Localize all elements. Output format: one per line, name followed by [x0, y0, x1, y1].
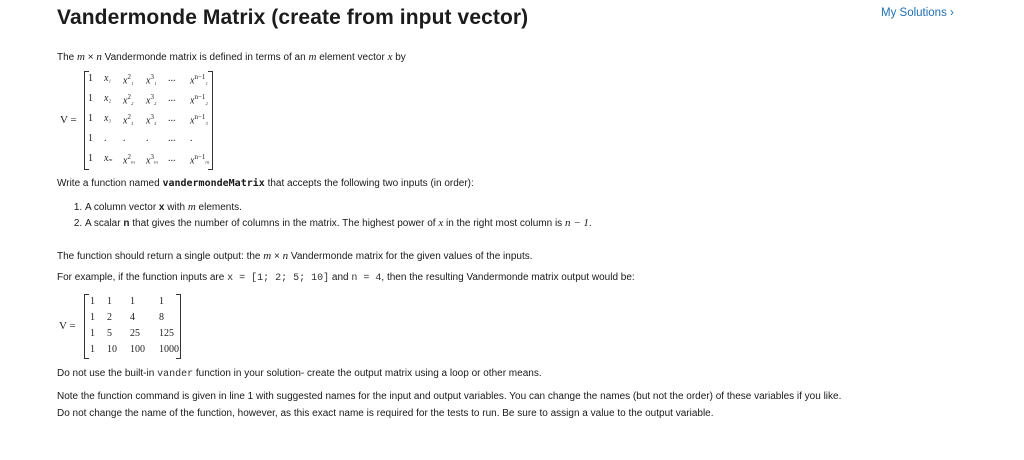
matrix-entry: 1	[88, 93, 93, 104]
rule-text-1: Do not use the built-in	[57, 368, 158, 379]
math-m: m	[308, 51, 317, 63]
rule-builtin	[57, 368, 542, 380]
function-name: vandermondeMatrix	[162, 178, 265, 189]
matrix-entry: 2	[107, 312, 112, 323]
output-desc	[57, 250, 533, 262]
matrix-entry: 1	[90, 312, 95, 323]
item-text: that gives the number of columns in the matrix. The highest power of	[129, 218, 439, 229]
item-text: A column vector	[85, 202, 159, 213]
matrix-entry: .	[190, 133, 193, 144]
matrix-entry: 1	[88, 133, 93, 144]
matrix-lhs: V =	[60, 114, 77, 126]
item-math: x	[438, 217, 444, 229]
intro-text-1: The	[57, 52, 78, 63]
list-item	[85, 217, 592, 229]
item-bold: n	[123, 218, 130, 229]
matrix-entry: ...	[168, 133, 176, 144]
intro-text	[57, 51, 406, 63]
example-matrix-lhs: V =	[59, 320, 76, 332]
matrix-entry: ...	[168, 153, 176, 164]
matrix-entry: 1	[90, 328, 95, 339]
code-x: x = [1; 2; 5; 10]	[227, 273, 330, 284]
code-n: n = 4	[351, 273, 382, 284]
math-x: x	[387, 51, 393, 63]
matrix-entry: 100	[130, 344, 145, 355]
matrix-entry: $x^2_2$	[123, 93, 134, 107]
matrix-entry: $x^3_3$	[146, 113, 157, 127]
matrix-entry: 1	[90, 344, 95, 355]
inputs-list	[71, 201, 592, 233]
page-title: Vandermonde Matrix (create from input vector)	[57, 6, 529, 29]
matrix-entry: $x^{n-1}_m$	[190, 153, 210, 167]
matrix-entry: 10	[107, 344, 117, 355]
matrix-entry: x₁	[104, 73, 111, 84]
matrix-entry: 1	[88, 113, 93, 124]
my-solutions-link[interactable]: My Solutions ›	[881, 7, 954, 19]
rule-note-line-2: Do not change the name of the function, however, as this exact name is required for the tests to run. Be sure to assign a value to the output variable.	[57, 408, 714, 419]
matrix-entry: 4	[130, 312, 135, 323]
example-and: and	[329, 272, 352, 283]
output-text-1: The function should return a single output: the	[57, 251, 264, 262]
matrix-entry: $x^2_m$	[123, 153, 136, 167]
item-bold: x	[158, 202, 165, 213]
item-text: with	[164, 202, 188, 213]
item-math: m	[187, 201, 196, 213]
matrix-entry: xₘ	[104, 153, 113, 164]
code-vander: vander	[157, 369, 194, 380]
matrix-entry: $x^{n-1}_2$	[190, 93, 208, 107]
task-text	[57, 178, 474, 189]
matrix-entry: x₃	[104, 113, 111, 124]
matrix-entry: $x^2_1$	[123, 73, 134, 87]
list-item	[85, 201, 592, 213]
math-m: m	[263, 250, 272, 262]
matrix-entry: 1	[88, 153, 93, 164]
matrix-entry: .	[104, 133, 107, 144]
matrix-entry: 1	[159, 296, 164, 307]
matrix-entry: 125	[159, 328, 174, 339]
task-text-2: that accepts the following two inputs (in order):	[264, 178, 474, 189]
matrix-entry: $x^3_1$	[146, 73, 157, 87]
matrix-entry: 8	[159, 312, 164, 323]
example-text-1: For example, if the function inputs are	[57, 272, 228, 283]
matrix-entry: .	[146, 133, 149, 144]
math-n: n	[282, 250, 289, 262]
item-text: in the right most column is	[443, 218, 565, 229]
example-text-2: , then the resulting Vandermonde matrix output would be:	[381, 272, 635, 283]
rule-note-line-1: Note the function command is given in line 1 with suggested names for the input and output variables. You can change the names (but not the order) of these variables if you like.	[57, 391, 842, 402]
intro-text-2: Vandermonde matrix is defined in terms of an	[101, 52, 309, 63]
matrix-entry: 1	[90, 296, 95, 307]
matrix-entry: $x^{n-1}_3$	[190, 113, 208, 127]
item-text: A scalar	[85, 218, 124, 229]
item-math: n − 1	[564, 217, 589, 229]
intro-text-3: element vector	[316, 52, 388, 63]
matrix-entry: $x^2_3$	[123, 113, 134, 127]
matrix-entry: 5	[107, 328, 112, 339]
intro-text-4: by	[392, 52, 406, 63]
matrix-entry: 1	[107, 296, 112, 307]
matrix-entry: $x^3_2$	[146, 93, 157, 107]
task-text-1: Write a function named	[57, 178, 163, 189]
item-text: .	[588, 218, 592, 229]
math-m: m	[77, 51, 85, 63]
times-symbol: ×	[271, 251, 283, 262]
matrix-entry: 1	[88, 73, 93, 84]
output-text-2: Vandermonde matrix for the given values of the inputs.	[288, 251, 533, 262]
math-n: n	[96, 51, 102, 63]
matrix-entry: ...	[168, 93, 176, 104]
example-text	[57, 272, 635, 284]
matrix-entry: 25	[130, 328, 140, 339]
matrix-entry: 1000	[159, 344, 179, 355]
matrix-entry: $x^3_m$	[146, 153, 159, 167]
matrix-entry: ...	[168, 73, 176, 84]
matrix-entry: .	[123, 133, 126, 144]
matrix-left-bracket	[84, 294, 89, 359]
matrix-entry: $x^{n-1}_1$	[190, 73, 208, 87]
matrix-entry: ...	[168, 113, 176, 124]
rule-text-2: function in your solution- create the output matrix using a loop or other means.	[193, 368, 542, 379]
matrix-entry: x₂	[104, 93, 111, 104]
item-text: elements.	[195, 202, 242, 213]
matrix-entry: 1	[130, 296, 135, 307]
times-symbol: ×	[84, 52, 97, 63]
